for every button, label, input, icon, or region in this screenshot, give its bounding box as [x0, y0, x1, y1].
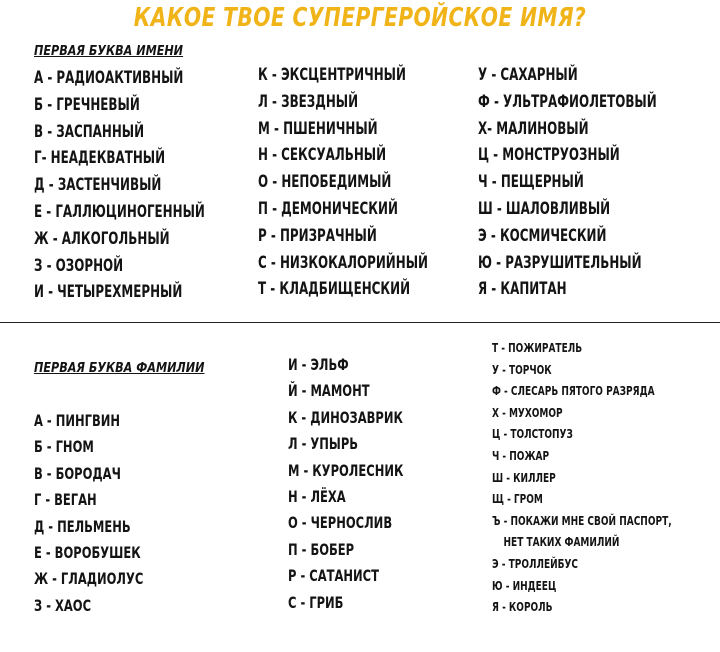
list-item: Г- НЕАДЕКВАТНЫЙ — [34, 148, 166, 169]
list-item: Ч - ПЕЩЕРНЫЙ — [478, 172, 584, 193]
list-item: Р - САТАНИСТ — [288, 566, 379, 586]
list-item: Т - КЛАДБИЩЕНСКИЙ — [258, 279, 411, 300]
list-item: Г - ВЕГАН — [34, 490, 97, 510]
list-item: К - ДИНОЗАВРИК — [288, 407, 403, 427]
list-item: Х- МАЛИНОВЫЙ — [478, 118, 589, 139]
list-item: Ж - АЛКОГОЛЬНЫЙ — [34, 228, 170, 249]
list-item: А - ПИНГВИН — [34, 411, 121, 430]
list-item: Я - КАПИТАН — [478, 279, 567, 300]
list-item: Х - МУХОМОР — [492, 404, 563, 420]
list-item: У - ТОРЧОК — [492, 361, 552, 377]
last-name-column-3 — [492, 337, 720, 618]
list-item: Ж - ГЛАДИОЛУС — [34, 569, 144, 589]
list-item: А - РАДИОАКТИВНЫЙ — [34, 68, 184, 88]
list-item: Н - СЕКСУАЛЬНЫЙ — [258, 145, 387, 166]
list-item: З - ХАОС — [34, 595, 92, 615]
list-item: Ю - ИНДЕЕЦ — [492, 577, 557, 593]
list-item: Д - ЗАСТЕНЧИВЫЙ — [34, 175, 162, 196]
list-item: О - ЧЕРНОСЛИВ — [288, 513, 393, 533]
list-item: П - ДЕМОНИЧЕСКИЙ — [258, 198, 398, 219]
list-item: Л - УПЫРЬ — [288, 434, 359, 454]
first-name-column-2 — [258, 62, 501, 303]
list-item: Ц - ТОЛСТОПУЗ — [492, 426, 573, 442]
list-item: У - САХАРНЫЙ — [478, 65, 578, 85]
list-item: С - НИЗКОКАЛОРИЙНЫЙ — [258, 252, 429, 273]
list-item: Й - МАМОНТ — [288, 381, 370, 401]
section-divider — [0, 322, 720, 323]
list-item: Ф - УЛЬТРАФИОЛЕТОВЫЙ — [478, 91, 657, 112]
list-item: М - КУРОЛЕСНИК — [288, 460, 404, 480]
list-item: НЕТ ТАКИХ ФАМИЛИЙ — [503, 534, 620, 550]
list-item: Б - ГРЕЧНЕВЫЙ — [34, 94, 140, 115]
list-item: Щ - ГРОМ — [492, 491, 543, 507]
list-item: М - ПШЕНИЧНЫЙ — [258, 118, 378, 139]
list-item: О - НЕПОБЕДИМЫЙ — [258, 172, 392, 193]
list-item: В - БОРОДАЧ — [34, 463, 121, 483]
list-item: З - ОЗОРНОЙ — [34, 255, 124, 276]
last-name-column-1 — [34, 408, 186, 619]
list-item: Р - ПРИЗРАЧНЫЙ — [258, 225, 377, 246]
list-item: П - БОБЕР — [288, 539, 355, 559]
list-item: Ч - ПОЖАР — [492, 447, 550, 463]
list-item: И - ЭЛЬФ — [288, 355, 349, 374]
list-item: Н - ЛЁХА — [288, 487, 346, 507]
list-item: Л - ЗВЕЗДНЫЙ — [258, 91, 359, 112]
list-item: Э - ТРОЛЛЕЙБУС — [492, 555, 579, 571]
list-item: Е - ВОРОБУШЕК — [34, 543, 141, 563]
list-item: Б - ГНОМ — [34, 437, 94, 457]
list-item: Ъ - ПОКАЖИ МНЕ СВОЙ ПАСПОРТ, — [492, 512, 672, 528]
list-item: С - ГРИБ — [288, 592, 344, 612]
page-title: КАКОЕ ТВОЕ СУПЕРГЕРОЙСКОЕ ИМЯ? — [133, 3, 587, 33]
last-name-column-2 — [288, 352, 448, 616]
list-item: Ц - МОНСТРУОЗНЫЙ — [478, 145, 620, 166]
list-item: Ф - СЛЕСАРЬ ПЯТОГО РАЗРЯДА — [492, 383, 655, 399]
list-item: Т - ПОЖИРАТЕЛЬ — [492, 340, 583, 355]
list-item: Э - КОСМИЧЕСКИЙ — [478, 225, 607, 246]
list-item: К - ЭКСЦЕНТРИЧНЫЙ — [258, 65, 406, 85]
list-item: Ю - РАЗРУШИТЕЛЬНЫЙ — [478, 252, 642, 273]
list-item: В - ЗАСПАННЫЙ — [34, 121, 145, 142]
list-item: Д - ПЕЛЬМЕНЬ — [34, 516, 131, 536]
last-name-section-label: ПЕРВАЯ БУКВА ФАМИЛИИ — [34, 361, 205, 376]
first-name-section-label: ПЕРВАЯ БУКВА ИМЕНИ — [34, 44, 184, 59]
first-name-column-1 — [34, 65, 278, 306]
list-item: Е - ГАЛЛЮЦИНОГЕННЫЙ — [34, 201, 205, 222]
list-item: И - ЧЕТЫРЕХМЕРНЫЙ — [34, 282, 183, 303]
first-name-column-3 — [478, 62, 720, 303]
list-item: Я - КОРОЛЬ — [492, 599, 553, 615]
list-item: Ш - ШАЛОВЛИВЫЙ — [478, 198, 611, 219]
list-item: Ш - КИЛЛЕР — [492, 469, 556, 485]
